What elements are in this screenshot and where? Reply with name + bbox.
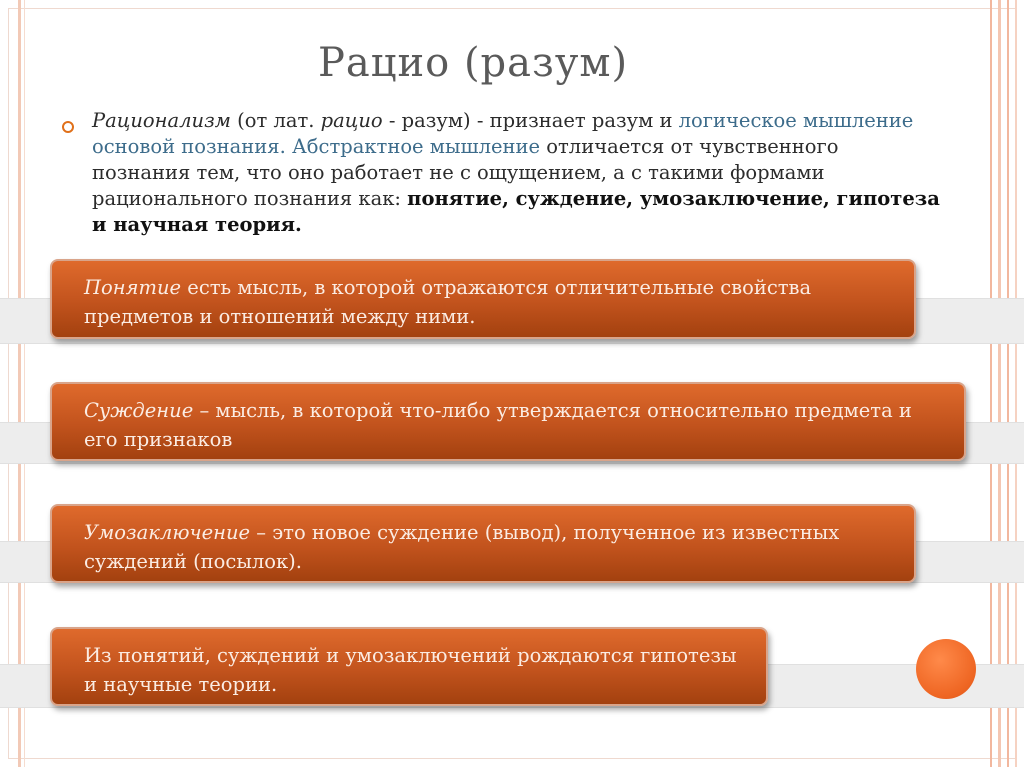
box-term: Понятие — [84, 276, 182, 299]
intro-text: отличается от чувственного познания тем, что оно работает не с ощущением, а с такими формами рационального познания как: — [92, 135, 839, 210]
orange-circle — [916, 639, 976, 699]
inference-box — [50, 504, 916, 583]
left-rule — [18, 0, 21, 767]
box-term: Умозаключение — [84, 521, 251, 544]
right-rule — [1015, 0, 1017, 767]
intro-text-italic: рацио — [320, 109, 383, 132]
right-rule — [1007, 0, 1009, 767]
theory-box — [50, 627, 768, 706]
intro-term: Рационализм — [92, 109, 231, 132]
judgement-box — [50, 382, 966, 461]
right-rule — [990, 0, 992, 767]
intro-paragraph — [92, 108, 942, 238]
box-text: Из понятий, суждений и умозаключений рождаются гипотезы и научные теории. — [84, 644, 737, 696]
box-text: есть мысль, в которой отражаются отличительные свойства предметов и отношений между ними. — [84, 276, 812, 328]
intro-bold-list: понятие, суждение, умозаключение, гипотеза и научная теория. — [92, 187, 940, 236]
box-text: – это новое суждение (вывод), полученное из известных суждений (посылок). — [84, 521, 840, 573]
concept-box — [50, 259, 916, 339]
intro-text: - разум) - признает разум и — [382, 109, 679, 132]
box-term: Суждение — [84, 399, 194, 422]
intro-highlight: Абстрактное мышление — [292, 135, 541, 158]
slide-title: Рацио (разум) — [318, 40, 629, 86]
box-text: – мысль, в которой что-либо утверждается относительно предмета и его признаков — [84, 399, 912, 451]
intro-highlight: логическое мышление основой познания. — [92, 109, 914, 158]
circle-bullet-icon — [62, 121, 74, 133]
right-rule — [998, 0, 1001, 767]
intro-text: (от лат. — [230, 109, 321, 132]
left-rule-thin — [24, 0, 25, 767]
